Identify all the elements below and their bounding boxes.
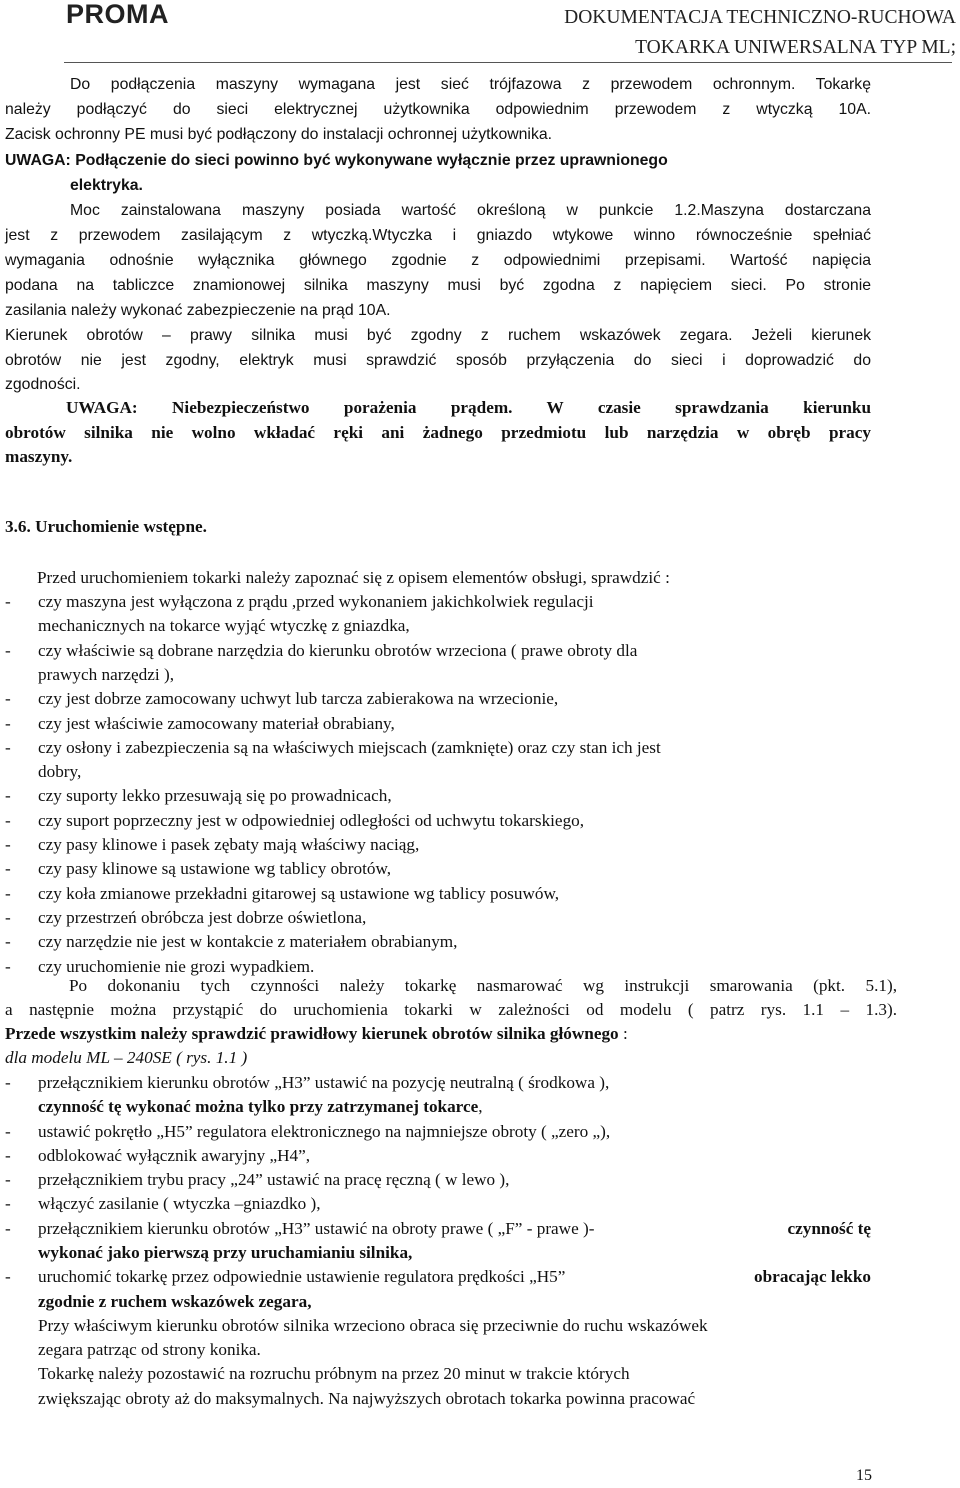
checklist-item: czy jest właściwie zamocowany materiał obrabiany, <box>38 713 395 733</box>
step-dash: - <box>5 1122 11 1141</box>
checklist-item: czy jest dobrze zamocowany uchwyt lub tarcza zabierakowa na wrzecionie, <box>38 689 559 709</box>
checklist-dash: - <box>5 956 11 976</box>
para-line-1: Przy właściwym kierunku obrotów silnika wrzeciono obraca się przeciwnie do ruchu wskazówek <box>38 1316 708 1335</box>
model-reference: dla modelu ML – 240SE ( rys. 1.1 ) <box>5 1048 248 1067</box>
checklist-item: czy pasy klinowe i pasek zębaty mają właściwy naciąg, <box>38 835 420 854</box>
checklist-item: czy maszyna jest wyłączona z prądu ,przed wykonaniem jakichkolwiek regulacji <box>38 592 594 611</box>
warning-electrician <box>5 149 668 173</box>
warning-text: Podłączenie do sieci powinno być wykonywane wyłącznie przez uprawnionego <box>75 152 668 169</box>
shock-warning-line-3: maszyny. <box>5 447 73 466</box>
after-line-1: Po dokonaniu tych czynności należy tokarkę nasmarować wg instrukcji smarowania (pkt. 5.1), <box>69 976 897 995</box>
power-line-1: Moc zainstalowana maszyny posiada wartość określoną w punkcie 1.2.Maszyna dostarczana <box>70 202 871 219</box>
power-line-5: zasilania należy wykonać zabezpieczenie na prąd 10A. <box>5 302 391 319</box>
step-dash: - <box>5 1146 11 1165</box>
para-line-4: zwiększając obroty aż do maksymalnych. Na najwyższych obrotach tokarka powinna pracować <box>38 1389 696 1408</box>
checklist-item: czy uruchomienie nie grozi wypadkiem. <box>38 956 315 976</box>
checklist-dash: - <box>5 713 11 733</box>
after-line-2: a następnie można przystąpić do uruchomienia tokarki w zależności od modelu ( patrz rys. 1.1 – 1.3). <box>5 1000 897 1019</box>
power-line-2: jest z przewodem zasilającym z wtyczką.Wtyczka i gniazdo wtykowe winno równocześnie spełniać <box>5 227 871 244</box>
power-line-4: podana na tabliczce znamionowej silnika maszyny musi być zgodna z napięciem sieci. Po stronie <box>5 277 871 294</box>
document-subtitle: TOKARKA UNIWERSALNA TYP ML; <box>635 37 956 58</box>
intro-line-3: Zacisk ochronny PE musi być podłączony do instalacji ochronnej użytkownika. <box>5 126 553 143</box>
intro-line-1: Do podłączenia maszyny wymagana jest sieć trójfazowa z przewodem ochronnym. Tokarkę <box>70 76 871 93</box>
document-title: DOKUMENTACJA TECHNICZNO-RUCHOWA <box>564 7 956 28</box>
power-line-7: obrotów nie jest zgodny, elektryk musi sprawdzić sposób przyłączenia do sieci i doprowadzić do <box>5 352 871 369</box>
step-dash: - <box>5 1267 11 1286</box>
step-4: przełącznikiem trybu pracy „24” ustawić na pracę ręczną ( w lewo ), <box>38 1170 510 1189</box>
checklist-item: czy narzędzie nie jest w kontakcie z materiałem obrabianym, <box>38 932 458 952</box>
step-dash: - <box>5 1170 11 1189</box>
step-dash: - <box>5 1073 11 1092</box>
para-line-2: zegara patrząc od strony konika. <box>38 1340 261 1359</box>
checklist-item: dobry, <box>38 762 82 782</box>
step-7-bold: obracając lekko <box>754 1267 871 1286</box>
intro-line-2: należy podłączyć do sieci elektrycznej użytkownika odpowiednim przewodem z wtyczką 10A. <box>5 101 871 118</box>
checklist-dash: - <box>5 640 11 660</box>
checklist-dash: - <box>5 835 11 854</box>
step-1: przełącznikiem kierunku obrotów „H3” ustawić na pozycję neutralną ( środkowa ), <box>38 1073 610 1092</box>
checklist-item: czy suporty lekko przesuwają się po prowadnicach, <box>38 786 392 806</box>
step-7 <box>38 1265 871 1289</box>
step-1-note-tail: , <box>478 1097 483 1116</box>
warning-label: UWAGA: <box>5 152 76 169</box>
checklist-dash: - <box>5 883 11 903</box>
step-6-text: przełącznikiem kierunku obrotów „H3” ustawić na obroty prawe ( „F” - prawe )- <box>38 1219 595 1238</box>
power-line-6: Kierunek obrotów – prawy silnika musi być zgodny z ruchem wskazówek zegara. Jeżeli kierunek <box>5 327 871 344</box>
step-1-note <box>38 1095 483 1119</box>
para-line-3: Tokarkę należy pozostawić na rozruchu próbnym na przez 20 minut w trakcie których <box>38 1364 630 1383</box>
checklist-item: czy osłony i zabezpieczenia są na właściwych miejscach (zamknięte) oraz czy stan ich jest <box>38 737 661 757</box>
power-line-3: wymagania odnośnie wyłącznika głównego zgodnie z odpowiednimi przepisami. Wartość napięcia <box>5 252 871 269</box>
checklist-item: czy suport poprzeczny jest w odpowiedniej odległości od uchwytu tokarskiego, <box>38 810 585 830</box>
step-6-note: wykonać jako pierwszą przy uruchamianiu silnika, <box>38 1243 413 1262</box>
direction-check-text: Przede wszystkim należy sprawdzić prawidłowy kierunek obrotów silnika głównego <box>5 1024 619 1043</box>
step-3: odblokować wyłącznik awaryjny „H4”, <box>38 1146 311 1165</box>
checklist-dash: - <box>5 932 11 952</box>
checklist-item: mechanicznych na tokarce wyjąć wtyczkę z gniazdka, <box>38 616 410 636</box>
shock-warning-line-2: obrotów silnika nie wolno wkładać ręki ani żadnego przedmiotu lub narzędzia w obręb pracy <box>5 423 871 442</box>
step-5: włączyć zasilanie ( wtyczka –gniazdko ), <box>38 1194 321 1213</box>
shock-warning-line-1: UWAGA: Niebezpieczeństwo porażenia prądem. W czasie sprawdzania kierunku <box>66 398 871 417</box>
checklist-item: czy przestrzeń obróbcza jest dobrze oświetlona, <box>38 907 367 927</box>
header-divider <box>64 62 952 63</box>
step-dash: - <box>5 1194 11 1213</box>
checklist-item: prawych narzędzi ), <box>38 664 174 684</box>
checklist-item: czy koła zmianowe przekładni gitarowej są ustawione wg tablicy posuwów, <box>38 883 560 903</box>
section-heading: 3.6. Uruchomienie wstępne. <box>5 517 207 536</box>
checklist-item: czy właściwie są dobrane narzędzia do kierunku obrotów wrzeciona ( prawe obroty dla <box>38 640 638 660</box>
step-1-note-bold: czynność tę wykonać można tylko przy zatrzymanej tokarce <box>38 1097 479 1116</box>
direction-check-colon: : <box>618 1024 628 1043</box>
checklist-dash: - <box>5 859 11 879</box>
step-7-note: zgodnie z ruchem wskazówek zegara, <box>38 1292 312 1311</box>
step-6-bold: czynność tę <box>787 1219 871 1238</box>
direction-check-note <box>5 1022 628 1046</box>
checklist-dash: - <box>5 592 11 611</box>
step-2: ustawić pokrętło „H5” regulatora elektronicznego na najmniejsze obroty ( „zero „), <box>38 1122 611 1141</box>
checklist-dash: - <box>5 907 11 927</box>
step-6 <box>38 1217 871 1241</box>
checklist-dash: - <box>5 737 11 757</box>
power-line-8: zgodności. <box>5 376 81 393</box>
warning-continuation: elektryka. <box>70 177 143 194</box>
checklist-dash: - <box>5 786 11 806</box>
brand-logo: PROMA <box>66 0 169 29</box>
checklist-intro: Przed uruchomieniem tokarki należy zapoznać się z opisem elementów obsługi, sprawdzić : <box>37 568 670 587</box>
step-7-text: uruchomić tokarkę przez odpowiednie ustawienie regulatora prędkości „H5” <box>38 1267 566 1286</box>
checklist-item: czy pasy klinowe są ustawione wg tablicy obrotów, <box>38 859 392 879</box>
step-dash: - <box>5 1219 11 1238</box>
checklist-dash: - <box>5 810 11 830</box>
checklist-dash: - <box>5 689 11 709</box>
page-number: 15 <box>856 1467 872 1484</box>
